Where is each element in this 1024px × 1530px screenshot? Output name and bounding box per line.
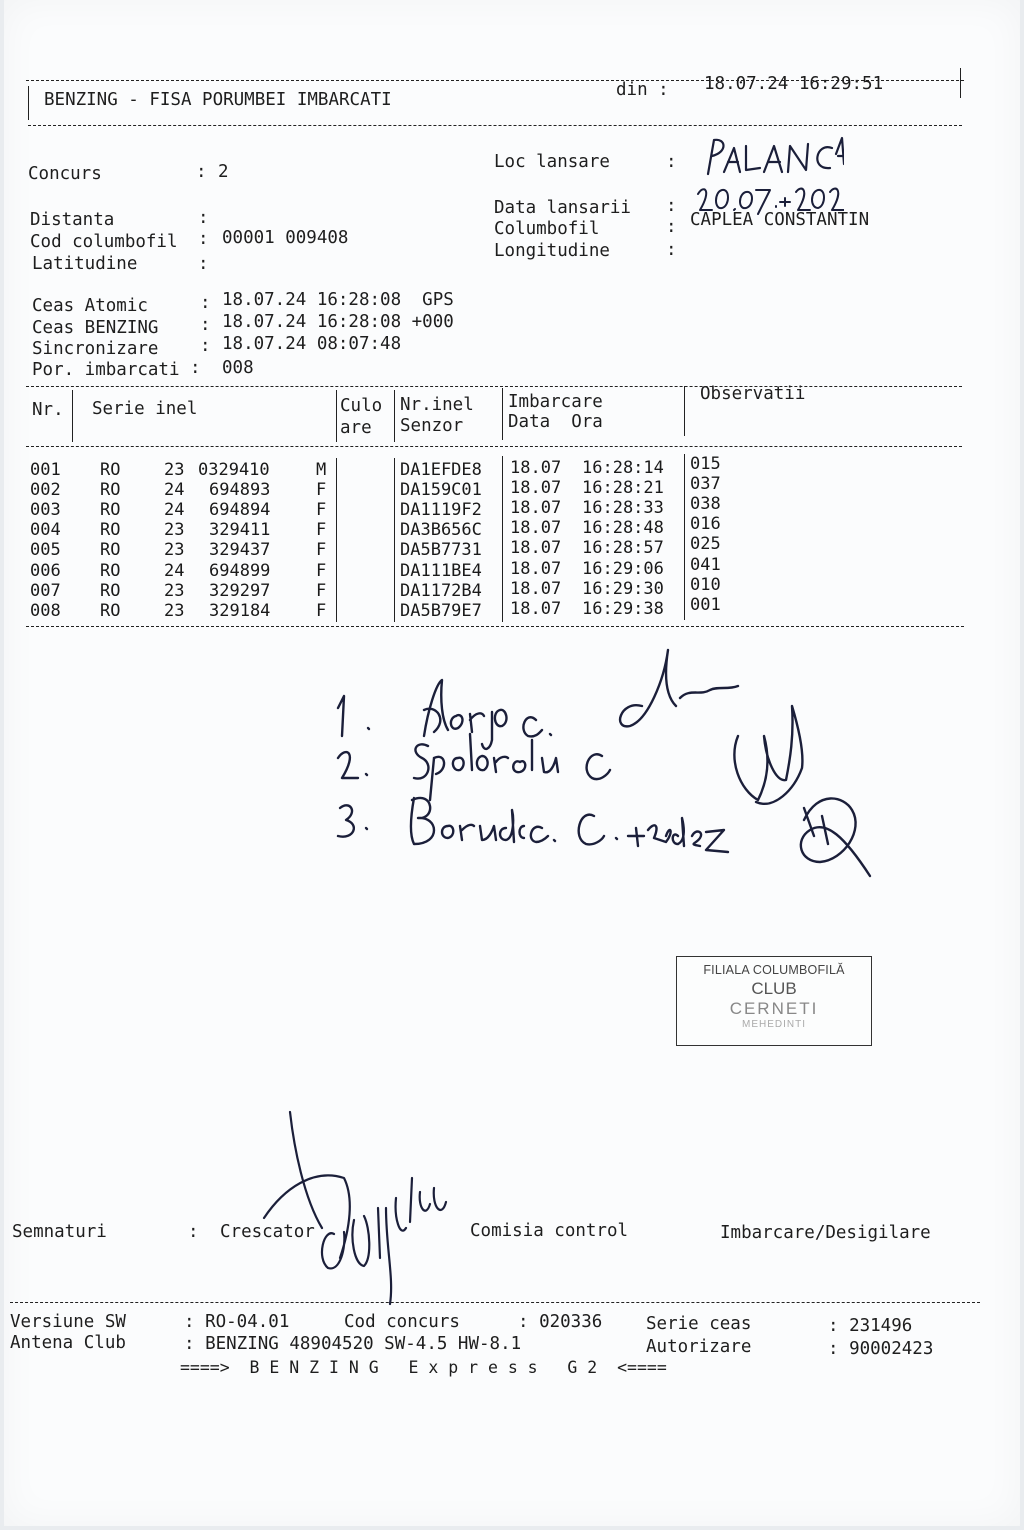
row-senzor: DA5B79E7 [400, 600, 482, 621]
row-sex: F [316, 540, 327, 561]
row-sex: F [316, 500, 327, 521]
header-nr: Nr. [32, 400, 64, 420]
header-imbarcare-2: Data Ora [508, 412, 603, 432]
row-obs: 016 [690, 514, 721, 535]
row-senzor: DA1119F2 [400, 500, 482, 521]
row-data: 18.07 [510, 478, 562, 499]
row-inel: 694899 [209, 560, 271, 581]
antena-value: : BENZING 48904520 SW-4.5 HW-8.1 [184, 1334, 522, 1354]
cod-concurs-value: : 020336 [518, 1312, 603, 1332]
row-sex: F [316, 520, 327, 541]
row-nr: 005 [30, 540, 61, 561]
footer-rule [10, 1302, 980, 1303]
header-senzor-1: Nr.inel [400, 395, 474, 415]
row-sex: F [316, 580, 327, 601]
row-tara: RO [100, 520, 121, 541]
cod-columbofil-sep: : [198, 229, 209, 249]
row-data: 18.07 [510, 538, 562, 559]
row-nr: 003 [30, 500, 61, 521]
ceas-benzing-value: 18.07.24 16:28:08 +000 [222, 312, 454, 332]
loc-lansare-label: Loc lansare [494, 152, 610, 172]
semnaturi-sep: : [188, 1222, 199, 1242]
header-serie: Serie inel [92, 399, 198, 419]
handwritten-commission-signatures [324, 640, 884, 890]
comisia-label: Comisia control [470, 1221, 629, 1241]
row-sex: F [316, 560, 327, 581]
columbofil-value: CAPLEA CONSTANTIN [690, 210, 870, 230]
stamp-line-2: CLUB [751, 979, 797, 998]
row-inel: 694894 [209, 500, 271, 521]
longitudine-sep: : [666, 240, 677, 260]
col-divider-5 [684, 386, 685, 436]
row-an: 23 [164, 600, 185, 621]
row-sex: M [316, 460, 327, 480]
table-bottom-rule [26, 626, 964, 627]
row-tara: RO [100, 600, 121, 621]
row-an: 23 [164, 580, 185, 601]
versiune-label: Versiune SW [10, 1312, 126, 1332]
row-data: 18.07 [510, 518, 562, 539]
din-value: 18.07.24 16:29:51 [704, 74, 884, 94]
row-ora: 16:29:30 [582, 578, 664, 599]
row-inel: 329184 [209, 600, 271, 621]
col-divider-4 [502, 388, 503, 440]
row-tara: RO [100, 500, 121, 521]
row-obs: 010 [690, 574, 721, 595]
row-senzor: DA3B656C [400, 520, 482, 541]
row-ora: 16:28:33 [582, 498, 664, 519]
autorizare-label: Autorizare [646, 1337, 752, 1357]
loc-lansare-sep: : [666, 152, 677, 172]
stamp-line-1: FILIALA COLUMBOFILĂ [703, 963, 845, 977]
serie-ceas-label: Serie ceas [646, 1314, 752, 1334]
row-ora: 16:28:48 [582, 518, 664, 539]
row-obs: 025 [690, 534, 721, 555]
imbarcare-desigilare-label: Imbarcare/Desigilare [720, 1223, 931, 1243]
row-sex: F [316, 480, 327, 501]
ceas-benzing-sep: : [200, 315, 211, 335]
ceas-atomic-label: Ceas Atomic [32, 296, 148, 316]
longitudine-label: Longitudine [494, 241, 610, 261]
ceas-atomic-sep: : [200, 293, 211, 313]
row-tara: RO [100, 540, 121, 561]
row-tara: RO [100, 480, 121, 501]
row-ora: 16:29:06 [582, 558, 664, 579]
crescator-signature [254, 1108, 464, 1308]
row-col-divider-3 [502, 456, 503, 622]
row-nr: 007 [30, 580, 61, 601]
row-obs: 041 [690, 554, 721, 575]
sincronizare-value: 18.07.24 08:07:48 [222, 334, 402, 354]
header-left-border [28, 86, 29, 120]
distanta-sep: : [198, 208, 209, 228]
club-stamp [676, 956, 872, 1046]
sincronizare-sep: : [200, 336, 211, 356]
versiune-value: : RO-04.01 [184, 1312, 290, 1332]
stamp-line-4: MEHEDINTI [742, 1019, 806, 1030]
row-data: 18.07 [510, 558, 562, 579]
row-obs: 037 [690, 474, 721, 495]
cod-columbofil-value: 00001 009408 [222, 228, 349, 248]
row-nr: 004 [30, 520, 61, 541]
row-col-divider-1 [336, 458, 337, 622]
row-data: 18.07 [510, 498, 562, 519]
columbofil-label: Columbofil [494, 219, 600, 239]
handwritten-data-lansarii [694, 176, 844, 218]
document-title: BENZING - FISA PORUMBEI IMBARCATI [44, 90, 392, 110]
row-tara: RO [100, 560, 121, 581]
concurs-label: Concurs [28, 164, 102, 184]
handwritten-loc-lansare [694, 134, 844, 180]
header-culoare-2: are [340, 418, 372, 438]
autorizare-value: : 90002423 [828, 1339, 934, 1359]
row-inel: 329297 [209, 580, 271, 601]
row-an: 24 [164, 480, 185, 501]
col-divider-2 [336, 390, 337, 442]
row-obs: 015 [690, 454, 721, 474]
row-col-divider-2 [394, 458, 395, 622]
header-bottom-rule [28, 125, 962, 126]
row-an: 24 [164, 500, 185, 521]
sincronizare-label: Sincronizare [32, 339, 159, 359]
row-inel: 329411 [209, 520, 271, 541]
din-label: din : [616, 80, 669, 100]
row-an: 23 [164, 540, 185, 561]
por-imbarcati-sep: : [190, 358, 201, 378]
table-top-rule [26, 386, 962, 387]
row-col-divider-4 [684, 454, 685, 620]
row-tara: RO [100, 460, 121, 480]
row-senzor: DA1172B4 [400, 580, 482, 601]
data-lansarii-label: Data lansarii [494, 198, 631, 218]
row-tara: RO [100, 580, 121, 601]
concurs-value: 2 [218, 162, 229, 182]
col-divider-1 [72, 390, 73, 442]
antena-label: Antena Club [10, 1333, 126, 1353]
table-header-rule [26, 446, 962, 447]
por-imbarcati-value: 008 [222, 358, 254, 378]
row-inel: 694893 [209, 480, 271, 501]
row-senzor: DA159C01 [400, 480, 482, 501]
semnaturi-label: Semnaturi [12, 1222, 107, 1242]
serie-ceas-value: : 231496 [828, 1316, 913, 1336]
header-senzor-2: Senzor [400, 416, 464, 436]
row-nr: 002 [30, 480, 61, 501]
row-an: 23 [164, 460, 185, 480]
row-nr: 001 [30, 460, 61, 480]
row-sex: F [316, 600, 327, 621]
row-senzor: DA1EFDE8 [400, 460, 482, 480]
header-culoare-1: Culo [340, 396, 383, 416]
brand-line: ====> B E N Z I N G E x p r e s s G 2 <==== [180, 1358, 667, 1377]
row-ora: 16:29:38 [582, 598, 664, 619]
row-obs: 038 [690, 494, 721, 515]
row-inel: 329437 [209, 540, 271, 561]
crescator-label: Crescator [220, 1222, 315, 1242]
concurs-sep: : [196, 162, 207, 182]
document-page [4, 0, 1020, 1526]
row-senzor: DA5B7731 [400, 540, 482, 561]
row-nr: 006 [30, 560, 61, 581]
ceas-atomic-value: 18.07.24 16:28:08 GPS [222, 290, 454, 310]
row-an: 23 [164, 520, 185, 541]
columbofil-sep: : [666, 217, 677, 237]
cod-concurs-label: Cod concurs [344, 1312, 460, 1332]
ceas-benzing-label: Ceas BENZING [32, 318, 159, 338]
cod-columbofil-label: Cod columbofil [30, 232, 178, 252]
distanta-label: Distanta [30, 210, 115, 230]
row-inel: 0329410 [198, 460, 270, 480]
row-obs: 001 [690, 594, 721, 615]
col-divider-3 [394, 390, 395, 442]
row-ora: 16:28:21 [582, 478, 664, 499]
row-data: 18.07 [510, 458, 562, 478]
data-lansarii-sep: : [666, 196, 677, 216]
header-imbarcare-1: Imbarcare [508, 392, 603, 412]
por-imbarcati-label: Por. imbarcati [32, 360, 180, 380]
row-ora: 16:28:14 [582, 458, 664, 478]
row-senzor: DA111BE4 [400, 560, 482, 581]
row-data: 18.07 [510, 578, 562, 599]
stamp-line-3: CERNETI [729, 999, 819, 1018]
header-observatii: Observatii [700, 384, 806, 404]
row-nr: 008 [30, 600, 61, 621]
latitudine-label: Latitudine [32, 254, 138, 274]
row-an: 24 [164, 560, 185, 581]
row-ora: 16:28:57 [582, 538, 664, 559]
row-data: 18.07 [510, 598, 562, 619]
header-right-border [960, 68, 961, 98]
latitudine-sep: : [198, 254, 209, 274]
